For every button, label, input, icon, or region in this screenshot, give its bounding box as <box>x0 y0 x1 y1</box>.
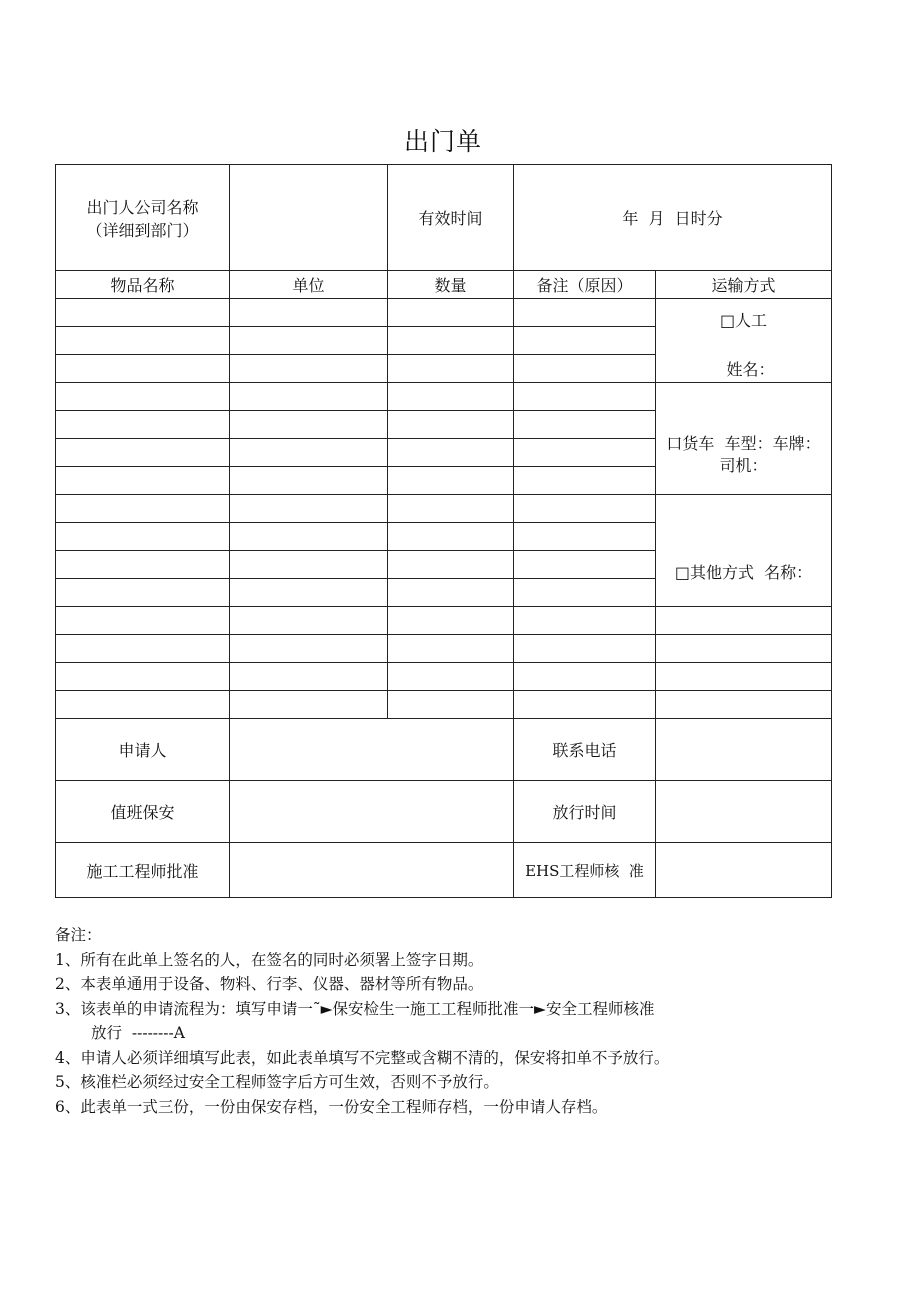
cell-input[interactable] <box>230 607 388 635</box>
cell-input[interactable] <box>656 607 832 635</box>
cell-input[interactable] <box>514 691 656 719</box>
cell-input[interactable] <box>514 495 656 523</box>
company-label: 出门人公司名称 <box>86 197 199 217</box>
release-time-field[interactable] <box>656 781 832 843</box>
cell-input[interactable] <box>56 607 230 635</box>
transport-other-cell[interactable] <box>656 495 832 607</box>
cell-input[interactable] <box>56 467 230 495</box>
cell-input[interactable] <box>56 355 230 383</box>
cell-input[interactable] <box>230 467 388 495</box>
cell-input[interactable] <box>230 439 388 467</box>
note-5: 5、核准栏必须经过安全工程师签字后方可生效，否则不予放行。 <box>55 1073 499 1091</box>
cell-input[interactable] <box>514 607 656 635</box>
guard-label: 值班保安 <box>56 781 230 843</box>
cell-input[interactable] <box>388 523 514 551</box>
cell-input[interactable] <box>514 579 656 607</box>
cell-input[interactable] <box>56 411 230 439</box>
cell-input[interactable] <box>388 327 514 355</box>
note-4: 4、申请人必须详细填写此表，如此表单填写不完整或含糊不清的，保安将扣单不予放行。 <box>55 1048 670 1067</box>
cell-input[interactable] <box>388 495 514 523</box>
cell-input[interactable] <box>514 523 656 551</box>
cell-input[interactable] <box>56 383 230 411</box>
table-row <box>56 495 832 523</box>
col-item-name: 物品名称 <box>56 271 230 299</box>
engineer-approval-field[interactable] <box>230 843 514 898</box>
table-row <box>56 299 832 327</box>
ehs-approval-field[interactable] <box>656 843 832 898</box>
cell-input[interactable] <box>514 635 656 663</box>
col-transport: 运输方式 <box>656 271 832 299</box>
cell-input[interactable] <box>230 355 388 383</box>
cell-input[interactable] <box>230 299 388 327</box>
release-time-label: 放行时间 <box>514 781 656 843</box>
table-row <box>56 635 832 663</box>
cell-input[interactable] <box>388 411 514 439</box>
cell-input[interactable] <box>56 495 230 523</box>
phone-field[interactable] <box>656 719 832 781</box>
cell-input[interactable] <box>230 579 388 607</box>
table-row <box>56 663 832 691</box>
engineer-approval-label: 施工工程师批准 <box>56 843 230 898</box>
cell-input[interactable] <box>56 635 230 663</box>
transport-truck-driver-label: 司机： <box>719 455 768 475</box>
cell-input[interactable] <box>56 663 230 691</box>
cell-input[interactable] <box>656 691 832 719</box>
cell-input[interactable] <box>230 691 388 719</box>
notes-section <box>55 923 669 1119</box>
guard-signature-field[interactable] <box>230 781 514 843</box>
cell-input[interactable] <box>230 523 388 551</box>
cell-input[interactable] <box>56 579 230 607</box>
note-2: 2、本表单通用于设备、物料、行李、仪器、器材等所有物品。 <box>55 975 484 993</box>
cell-input[interactable] <box>514 551 656 579</box>
note-6: 6、此表单一式三份，一份由保安存档，一份安全工程师存档，一份申请人存档。 <box>55 1097 608 1116</box>
cell-input[interactable] <box>56 551 230 579</box>
transport-manual-name-label: 姓名： <box>726 359 775 379</box>
ehs-approval-label: EHS工程师核 准 <box>514 843 656 898</box>
transport-truck-option[interactable]: 口货车 车型：车牌： <box>666 433 821 453</box>
transport-manual-cell[interactable] <box>656 299 832 383</box>
col-unit: 单位 <box>230 271 388 299</box>
cell-input[interactable] <box>514 327 656 355</box>
transport-truck-cell[interactable] <box>656 383 832 495</box>
table-row <box>56 607 832 635</box>
cell-input[interactable] <box>514 663 656 691</box>
company-value-cell[interactable] <box>230 165 388 271</box>
cell-input[interactable] <box>514 355 656 383</box>
cell-input[interactable] <box>514 467 656 495</box>
cell-input[interactable] <box>56 523 230 551</box>
cell-input[interactable] <box>230 635 388 663</box>
cell-input[interactable] <box>56 327 230 355</box>
cell-input[interactable] <box>230 383 388 411</box>
cell-input[interactable] <box>388 579 514 607</box>
cell-input[interactable] <box>230 411 388 439</box>
cell-input[interactable] <box>388 439 514 467</box>
cell-input[interactable] <box>388 355 514 383</box>
cell-input[interactable] <box>656 663 832 691</box>
cell-input[interactable] <box>230 551 388 579</box>
col-remark: 备注（原因） <box>514 271 656 299</box>
cell-input[interactable] <box>388 299 514 327</box>
table-row <box>56 691 832 719</box>
cell-input[interactable] <box>388 691 514 719</box>
cell-input[interactable] <box>514 411 656 439</box>
cell-input[interactable] <box>388 551 514 579</box>
transport-manual-option[interactable]: □人工 <box>719 310 768 330</box>
page-title: 出门单 <box>403 127 482 156</box>
cell-input[interactable] <box>388 383 514 411</box>
note-1: 1、所有在此单上签名的人，在签名的同时必须署上签字日期。 <box>55 950 484 969</box>
cell-input[interactable] <box>514 383 656 411</box>
cell-input[interactable] <box>56 691 230 719</box>
table-row <box>56 383 832 411</box>
cell-input[interactable] <box>230 327 388 355</box>
cell-input[interactable] <box>514 439 656 467</box>
cell-input[interactable] <box>56 439 230 467</box>
applicant-signature-field[interactable] <box>230 719 514 781</box>
cell-input[interactable] <box>388 635 514 663</box>
cell-input[interactable] <box>388 607 514 635</box>
cell-input[interactable] <box>230 663 388 691</box>
cell-input[interactable] <box>656 635 832 663</box>
company-label-cell <box>56 165 230 271</box>
cell-input[interactable] <box>230 495 388 523</box>
exit-form-table <box>55 164 832 898</box>
notes-heading: 备注： <box>55 926 102 944</box>
phone-label: 联系电话 <box>514 719 656 781</box>
note-3-continued: 放行 --------A <box>91 1024 185 1042</box>
company-sub-label: （详细到部门） <box>86 220 199 240</box>
cell-input[interactable] <box>388 663 514 691</box>
valid-time-label: 有效时间 <box>388 165 514 271</box>
note-3: 3、该表单的申请流程为：填写申请一˜►保安检生一施工工程师批准一►安全工程师核准 <box>55 999 655 1018</box>
cell-input[interactable] <box>388 467 514 495</box>
col-quantity: 数量 <box>388 271 514 299</box>
applicant-label: 申请人 <box>56 719 230 781</box>
transport-other-option[interactable]: □其他方式 名称： <box>674 563 813 582</box>
cell-input[interactable] <box>56 299 230 327</box>
valid-time-value[interactable]: 年 月 日时分 <box>514 165 832 271</box>
cell-input[interactable] <box>514 299 656 327</box>
